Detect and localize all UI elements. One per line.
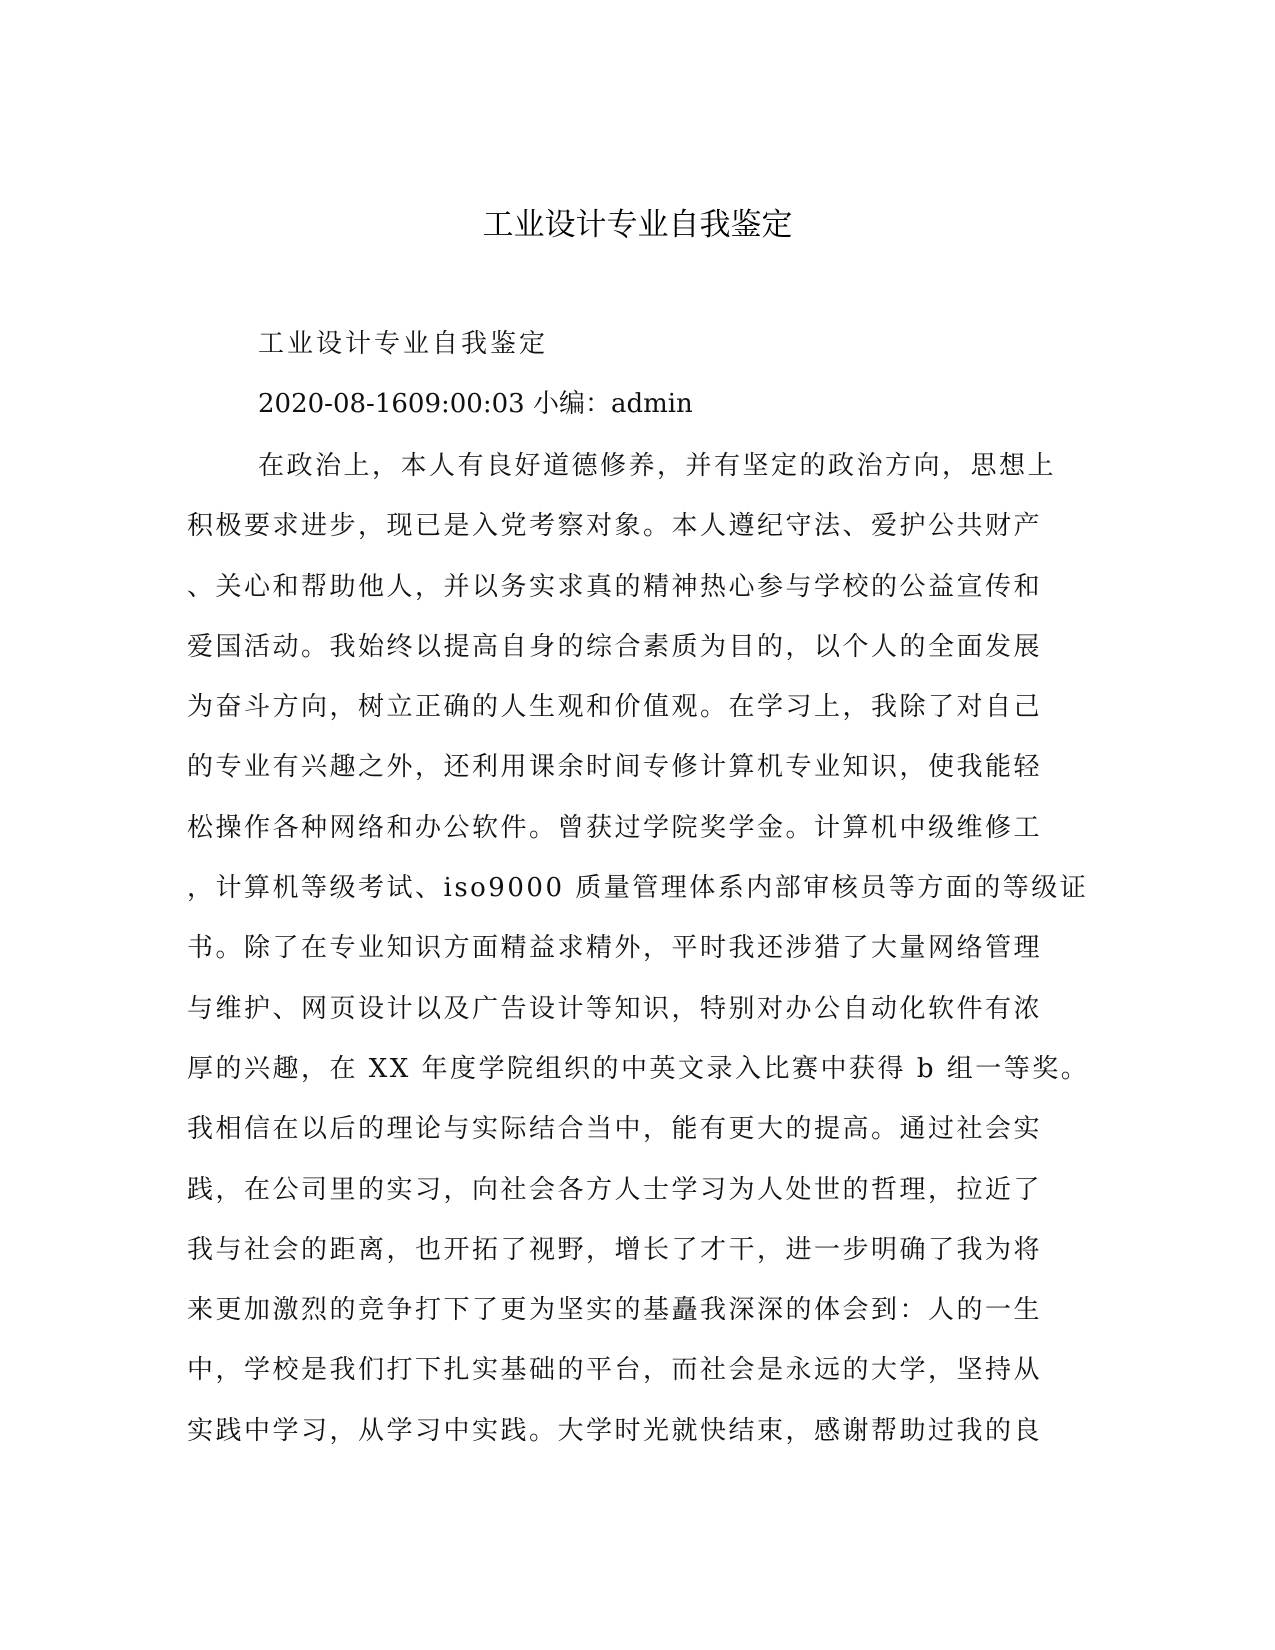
body-line: 在政治上，本人有良好道德修养，并有坚定的政治方向，思想上 <box>258 451 1057 481</box>
document-body <box>187 436 1090 1461</box>
body-line: ，计算机等级考试、iso9000 质量管理体系内部审核员等方面的等级证 <box>187 873 1089 904</box>
body-line: 实践中学习，从学习中实践。大学时光就快结束，感谢帮助过我的良 <box>187 1415 1043 1446</box>
body-line: 践，在公司里的实习，向社会各方人士学习为人处世的哲理，拉近了 <box>187 1174 1043 1205</box>
body-line: 与维护、网页设计以及广告设计等知识，特别对办公自动化软件有浓 <box>187 993 1043 1024</box>
document-subtitle: 工业设计专业自我鉴定 <box>258 329 549 359</box>
body-line: 、关心和帮助他人，并以务实求真的精神热心参与学校的公益宣传和 <box>187 571 1043 602</box>
body-line: 为奋斗方向，树立正确的人生观和价值观。在学习上，我除了对自己 <box>187 692 1043 723</box>
body-line: 的专业有兴趣之外，还利用课余时间专修计算机专业知识，使我能轻 <box>187 752 1043 783</box>
document-meta: 2020-08-1609:00:03 小编：admin <box>258 389 693 419</box>
document-title: 工业设计专业自我鉴定 <box>482 207 793 243</box>
body-line: 书。除了在专业知识方面精益求精外，平时我还涉猎了大量网络管理 <box>187 933 1043 964</box>
body-line: 松操作各种网络和办公软件。曾获过学院奖学金。计算机中级维修工 <box>187 812 1043 843</box>
body-line: 我与社会的距离，也开拓了视野，增长了才干，进一步明确了我为将 <box>187 1234 1043 1265</box>
body-line: 积极要求进步，现已是入党考察对象。本人遵纪守法、爱护公共财产 <box>187 511 1043 542</box>
body-line: 来更加激烈的竞争打下了更为坚实的基矗我深深的体会到：人的一生 <box>187 1295 1043 1326</box>
body-line: 厚的兴趣，在 XX 年度学院组织的中英文录入比赛中获得 b 组一等奖。 <box>187 1053 1090 1084</box>
body-line: 中，学校是我们打下扎实基础的平台，而社会是永远的大学，坚持从 <box>187 1355 1043 1386</box>
body-line: 爱国活动。我始终以提高自身的综合素质为目的，以个人的全面发展 <box>187 631 1043 662</box>
body-line: 我相信在以后的理论与实际结合当中，能有更大的提高。通过社会实 <box>187 1114 1043 1145</box>
